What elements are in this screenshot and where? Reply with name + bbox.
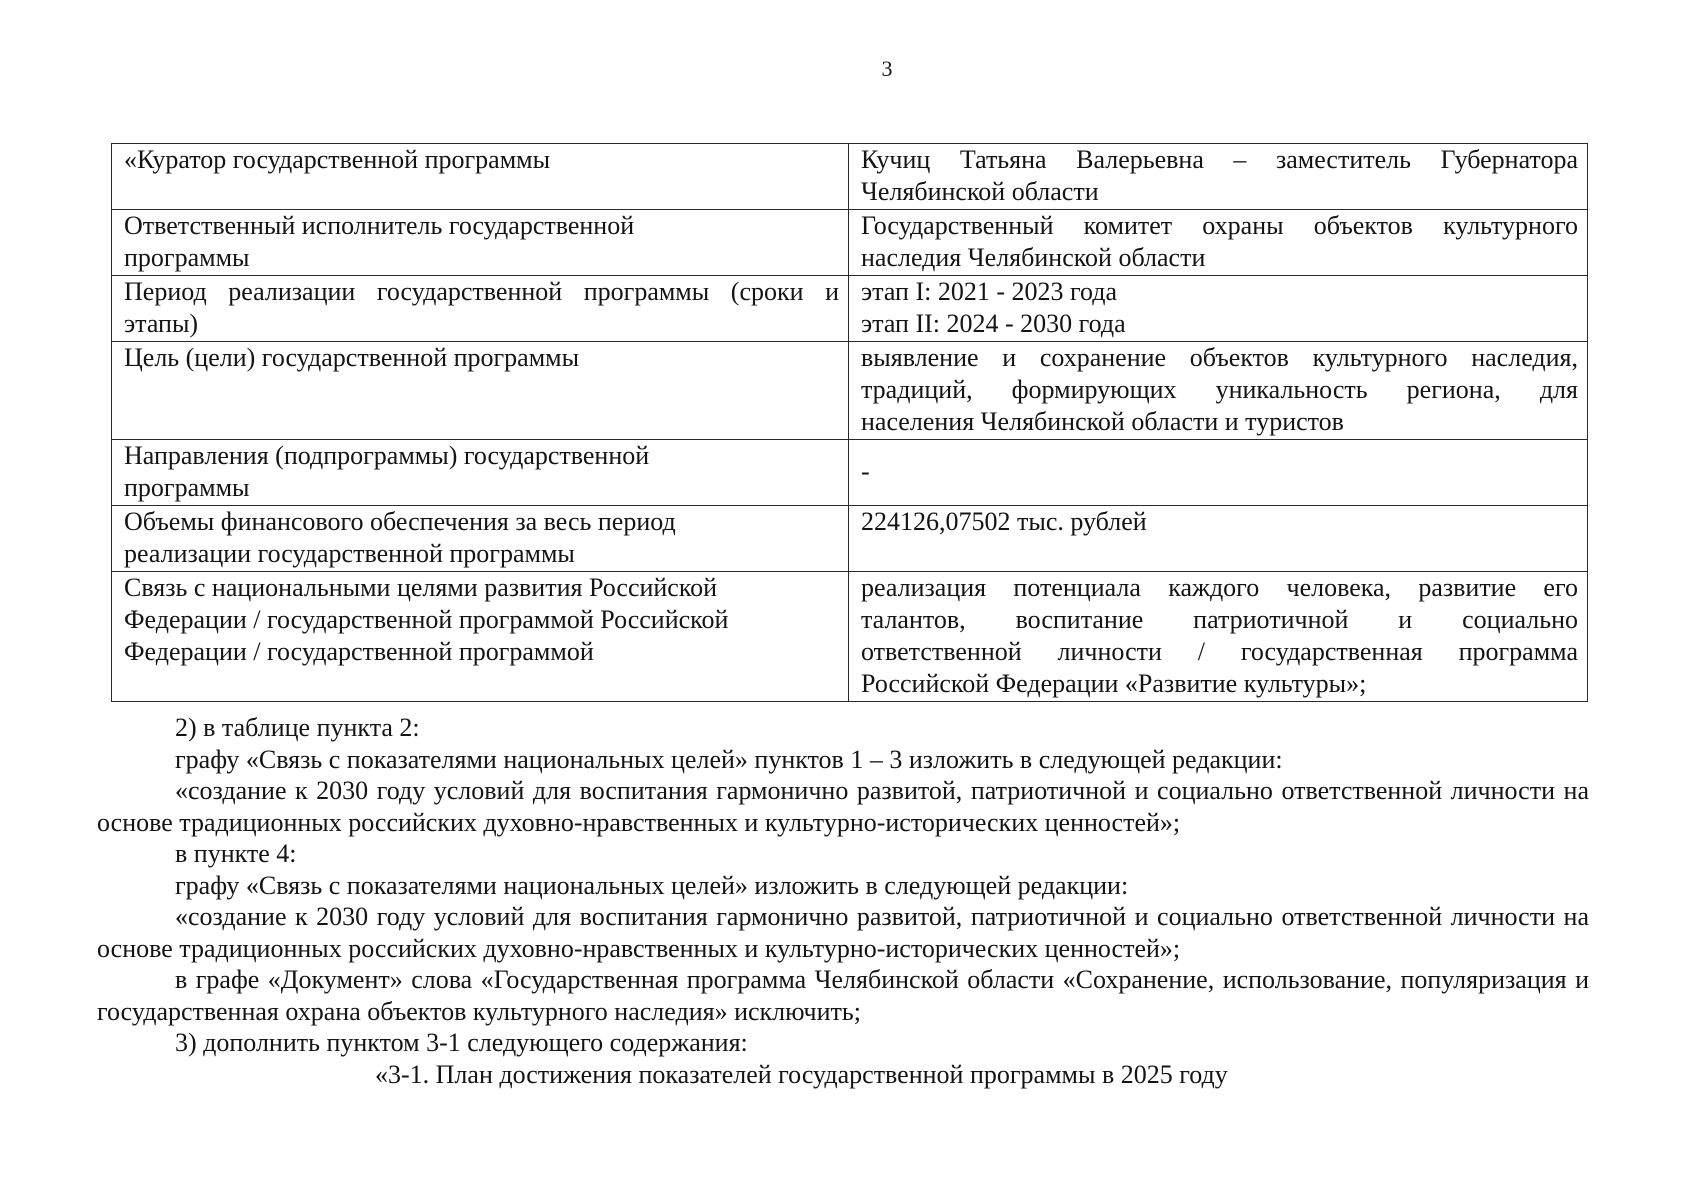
cell-text-line: Челябинской области — [861, 177, 1099, 206]
table-row — [112, 506, 1588, 572]
cell-text-line: - — [861, 457, 870, 486]
table-row — [112, 144, 1588, 210]
section-title: «3-1. План достижения показателей государственной программы в 2025 году — [375, 1059, 1228, 1089]
table-cell-label — [112, 210, 849, 276]
cell-text-line: этап II: 2024 - 2030 года — [861, 309, 1126, 338]
table-cell-label — [112, 440, 849, 506]
table-cell-label — [112, 144, 849, 210]
paragraph: 3) дополнить пунктом 3-1 следующего содержания: — [175, 1028, 748, 1057]
cell-text-line: традиций, формирующих уникальность региона, для — [861, 375, 1578, 404]
paragraph: в графе «Документ» слова «Государственная программа Челябинской области «Сохранение, использование, популяризация и государственная охрана объектов культурного наследия» исключить; — [97, 965, 1589, 1026]
table-row — [112, 342, 1588, 440]
program-passport-table — [111, 143, 1588, 702]
cell-text-line: Связь с национальными целями развития Российской — [124, 573, 718, 602]
table-cell-value — [849, 342, 1588, 440]
table-cell-label — [112, 342, 849, 440]
cell-text-line: выявление и сохранение объектов культурного наследия, — [861, 343, 1578, 372]
cell-text-line: этап I: 2021 - 2023 года — [861, 277, 1118, 306]
table-cell-value — [849, 276, 1588, 342]
paragraph: «создание к 2030 году условий для воспитания гармонично развитой, патриотичной и социально ответственной личности на основе традиционных российских духовно-нравственных и культурно-исторических ценностей»; — [97, 776, 1589, 837]
cell-text-line: талантов, воспитание патриотичной и социально — [861, 605, 1578, 634]
cell-text-line: 224126,07502 тыс. рублей — [861, 507, 1147, 536]
cell-text-line: Направления (подпрограммы) государственной — [124, 441, 650, 470]
table-cell-value — [849, 572, 1588, 702]
cell-text-line: Объемы финансового обеспечения за весь период — [124, 507, 676, 536]
paragraph: 2) в таблице пункта 2: — [175, 713, 420, 742]
table-cell-value — [849, 506, 1588, 572]
table-row — [112, 572, 1588, 702]
cell-text-line: Федерации / государственной программой — [124, 637, 594, 666]
cell-text-line: наследия Челябинской области — [861, 243, 1206, 272]
document-body — [97, 712, 1589, 1090]
table-cell-label — [112, 276, 849, 342]
cell-text-line: населения Челябинской области и туристов — [861, 407, 1344, 436]
page-number: 3 — [881, 56, 893, 81]
table-cell-label — [112, 572, 849, 702]
paragraph: в пункте 4: — [175, 839, 297, 868]
cell-text-line: Кучиц Татьяна Валерьевна – заместитель Губернатора — [861, 145, 1578, 174]
table-row — [112, 440, 1588, 506]
cell-text-line: Ответственный исполнитель государственной — [124, 211, 635, 240]
cell-text-line: Период реализации государственной программы (сроки и — [124, 277, 839, 306]
cell-text-line: реализация потенциала каждого человека, развитие его — [861, 573, 1578, 602]
cell-text-line: Государственный комитет охраны объектов культурного — [861, 211, 1578, 240]
cell-text-line: «Куратор государственной программы — [124, 145, 551, 174]
table-cell-label — [112, 506, 849, 572]
table-cell-value — [849, 440, 1588, 506]
paragraph: графу «Связь с показателями национальных целей» пунктов 1 – 3 изложить в следующей редакции: — [175, 744, 1283, 774]
table-cell-value — [849, 210, 1588, 276]
cell-text-line: Цель (цели) государственной программы — [124, 343, 580, 372]
table-row — [112, 210, 1588, 276]
cell-text-line: Российской Федерации «Развитие культуры»; — [861, 669, 1367, 698]
cell-text-line: этапы) — [124, 309, 199, 338]
table-row — [112, 276, 1588, 342]
cell-text-line: ответственной личности / государственная программа — [861, 637, 1578, 666]
paragraph: «создание к 2030 году условий для воспитания гармонично развитой, патриотичной и социально ответственной личности на основе традиционных российских духовно-нравственных и культурно-исторических ценностей»; — [97, 902, 1589, 963]
cell-text-line: Федерации / государственной программой Российской — [124, 605, 729, 634]
table-cell-value — [849, 144, 1588, 210]
paragraph: графу «Связь с показателями национальных целей» изложить в следующей редакции: — [175, 870, 1129, 900]
cell-text-line: программы — [124, 473, 250, 502]
cell-text-line: программы — [124, 243, 250, 272]
cell-text-line: реализации государственной программы — [124, 539, 575, 568]
